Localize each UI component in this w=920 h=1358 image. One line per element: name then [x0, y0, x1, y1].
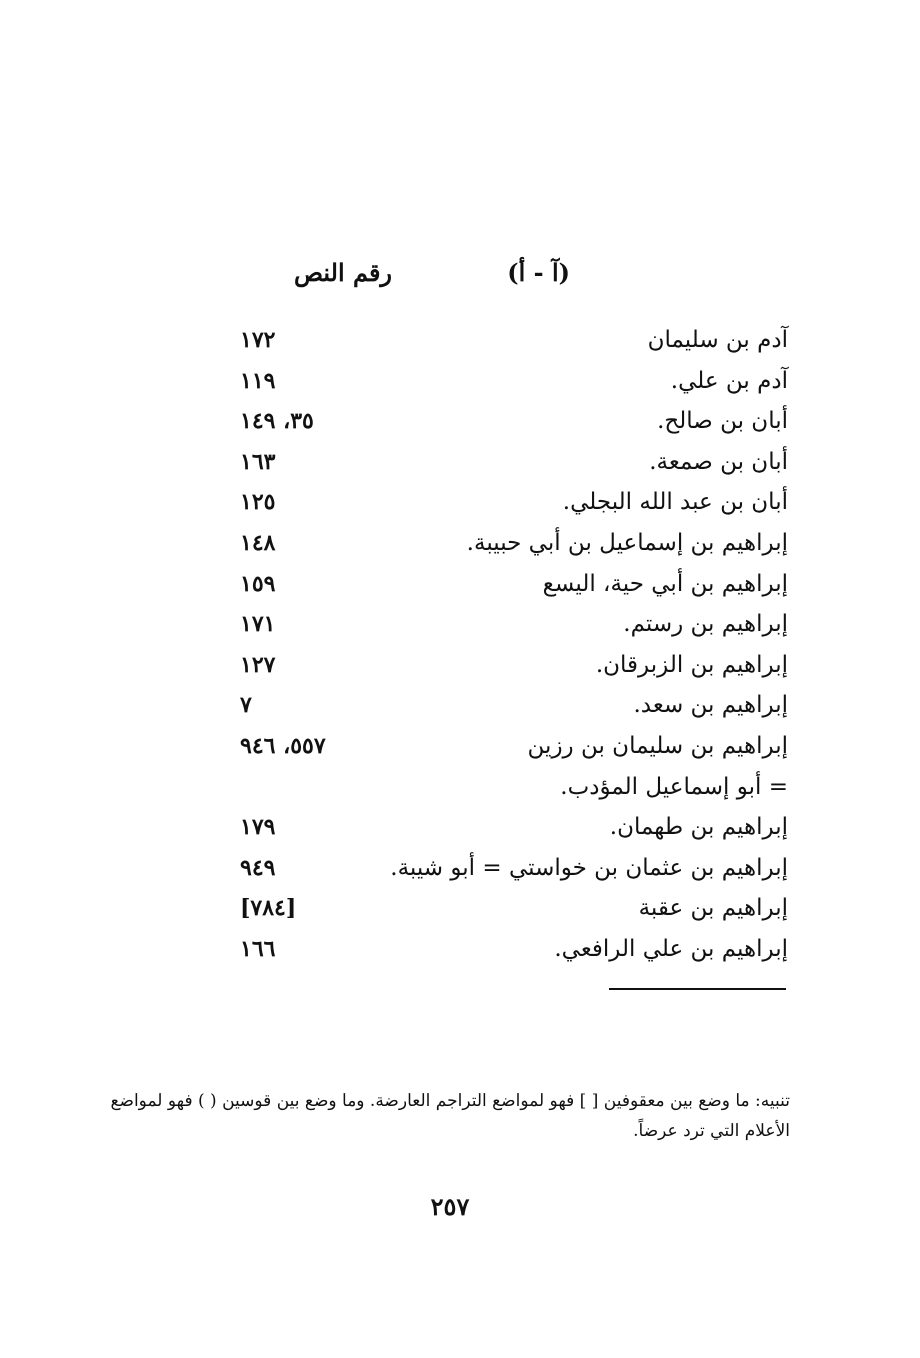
entry-name: إبراهيم بن أبي حية، اليسع: [542, 570, 788, 597]
entry-number: ٧: [240, 692, 252, 719]
entry-name: = أبو إسماعيل المؤدب.: [560, 773, 788, 800]
entry-number: ١١٩: [240, 367, 276, 394]
entry-number: [٧٨٤]: [240, 895, 297, 922]
index-entry: [240, 606, 788, 647]
index-entry: [240, 566, 788, 607]
entry-name: إبراهيم بن علي الرافعي.: [554, 935, 788, 962]
entry-name: إبراهيم بن رستم.: [623, 611, 788, 638]
entry-name: إبراهيم بن عثمان بن خواستي = أبو شيبة.: [390, 854, 788, 881]
index-entry-continuation: [240, 769, 788, 810]
entry-number: ١٧٩: [240, 814, 276, 841]
entry-number: ١٦٦: [240, 935, 276, 962]
entry-number: ١٧٢: [240, 327, 276, 353]
index-entry: [240, 931, 788, 972]
index-entry: [240, 363, 788, 404]
entry-name: آدم بن سليمان: [647, 327, 788, 353]
index-entry: [240, 444, 788, 485]
entry-name: آدم بن علي.: [670, 367, 788, 394]
footnote-divider: [609, 988, 786, 990]
entry-number: ١٥٩: [240, 570, 276, 597]
entry-name: إبراهيم بن إسماعيل بن أبي حبيبة.: [466, 529, 788, 556]
index-entry: [240, 484, 788, 525]
entry-name: إبراهيم بن سعد.: [633, 692, 788, 719]
index-entry: [240, 687, 788, 728]
index-entry: [240, 809, 788, 850]
entry-number: ٩٤٩: [240, 854, 276, 881]
index-entry: [240, 890, 788, 931]
entry-number: ١٦٣: [240, 448, 276, 475]
entry-name: أبان بن عبد الله البجلي.: [562, 489, 788, 516]
entry-number: ٥٥٧، ٩٤٦: [240, 732, 326, 759]
index-entry: [240, 322, 788, 363]
entry-name: إبراهيم بن سليمان بن رزين: [527, 732, 788, 759]
index-entry: [240, 647, 788, 688]
index-entry: [240, 850, 788, 891]
page-number: ٢٥٧: [430, 1192, 470, 1221]
entry-number: ١٢٧: [240, 651, 276, 678]
footnote-note: تنبيه: ما وضع بين معقوفين [ ] فهو لمواضع التراجم العارضة. وما وضع بين قوسين ( ) فهو لمواضع الأعلام التي ترد عرضاً.: [110, 1091, 790, 1141]
entry-name: إبراهيم بن عقبة: [638, 895, 788, 922]
index-entries: [240, 322, 788, 972]
section-heading: (آ - أ): [507, 258, 570, 287]
index-header: [280, 258, 800, 298]
index-entry: [240, 403, 788, 444]
number-column-heading: رقم النص: [293, 258, 392, 287]
entry-number: ١٤٨: [240, 529, 276, 556]
entry-name: أبان بن صالح.: [657, 408, 788, 435]
entry-number: ٣٥، ١٤٩: [240, 408, 314, 435]
index-entry: [240, 525, 788, 566]
entry-name: أبان بن صمعة.: [649, 448, 788, 475]
entry-name: إبراهيم بن الزبرقان.: [595, 651, 788, 678]
index-entry: [240, 728, 788, 769]
entry-number: ١٢٥: [240, 489, 276, 516]
entry-number: ١٧١: [240, 611, 276, 638]
entry-name: إبراهيم بن طهمان.: [609, 814, 788, 841]
